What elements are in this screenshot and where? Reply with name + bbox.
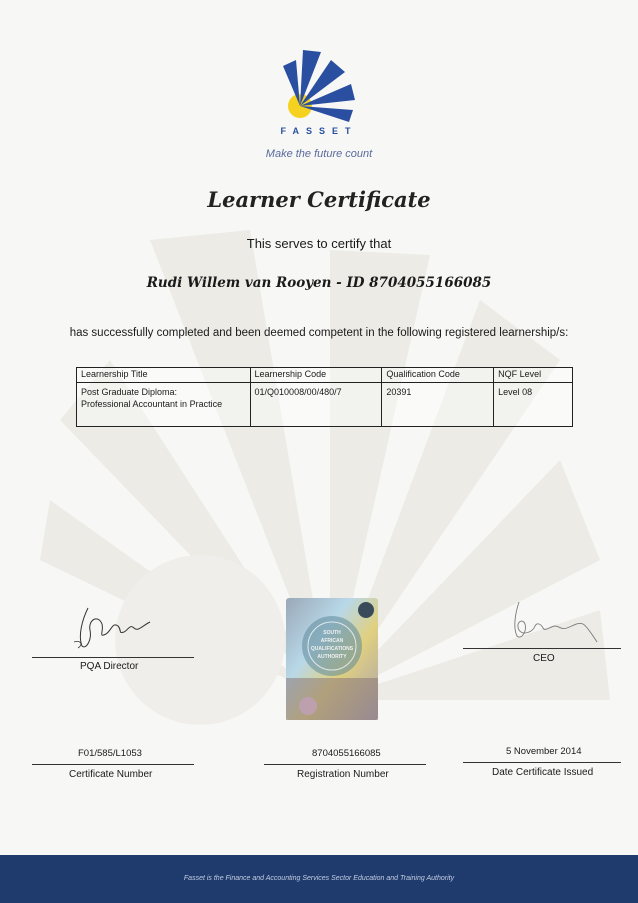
certificate-number-value: F01/585/L1053 bbox=[78, 748, 142, 759]
footer-text: Fasset is the Finance and Accounting Services Sector Education and Training Authority bbox=[183, 875, 455, 882]
pqa-director-signature bbox=[68, 600, 158, 652]
column-header: NQF Level bbox=[494, 368, 573, 383]
table-header-row bbox=[77, 368, 573, 383]
nqf-level-cell: Level 08 bbox=[494, 383, 573, 427]
certify-text: This serves to certify that bbox=[246, 236, 392, 251]
column-header: Qualification Code bbox=[382, 368, 494, 383]
registration-number-label: Registration Number bbox=[297, 769, 389, 780]
hologram-text-line: AFRICAN bbox=[320, 638, 344, 644]
brand-name: FASSET bbox=[280, 126, 358, 136]
date-issued-value: 5 November 2014 bbox=[506, 746, 582, 757]
footer-band bbox=[0, 855, 638, 903]
competence-statement: has successfully completed and been deemed competent in the following registered learnership/s: bbox=[69, 327, 569, 339]
document-title: Learner Certificate bbox=[207, 187, 431, 212]
hologram-text-line: QUALIFICATIONS bbox=[310, 646, 354, 652]
hologram-text-line: AUTHORITY bbox=[317, 654, 347, 660]
fasset-logo bbox=[279, 44, 361, 124]
learnership-title-cell bbox=[77, 383, 251, 427]
learnership-title-line: Professional Accountant in Practice bbox=[81, 399, 223, 409]
learnership-title-line: Post Graduate Diploma: bbox=[81, 387, 178, 397]
registration-number-value: 8704055166085 bbox=[312, 748, 381, 759]
column-header: Learnership Code bbox=[250, 368, 382, 383]
ceo-line bbox=[463, 648, 621, 649]
qualification-code-cell: 20391 bbox=[382, 383, 494, 427]
learner-name-id: Rudi Willem van Rooyen - ID 8704055166085 bbox=[146, 275, 492, 291]
certificate-number-line bbox=[32, 764, 194, 765]
pqa-director-label: PQA Director bbox=[80, 661, 139, 672]
registration-number-line bbox=[264, 764, 426, 765]
pqa-director-line bbox=[32, 657, 194, 658]
column-header: Learnership Title bbox=[77, 368, 251, 383]
certificate-number-label: Certificate Number bbox=[69, 769, 153, 780]
learnership-table bbox=[76, 367, 573, 427]
table-row bbox=[77, 383, 573, 427]
hologram-text-line: SOUTH bbox=[323, 630, 341, 636]
learnership-code-cell: 01/Q010008/00/480/7 bbox=[250, 383, 382, 427]
saqa-hologram-seal bbox=[286, 598, 378, 720]
date-issued-line bbox=[463, 762, 621, 763]
date-issued-label: Date Certificate Issued bbox=[492, 767, 594, 778]
ceo-signature bbox=[505, 596, 605, 646]
ceo-label: CEO bbox=[533, 653, 555, 664]
tagline: Make the future count bbox=[265, 148, 373, 160]
